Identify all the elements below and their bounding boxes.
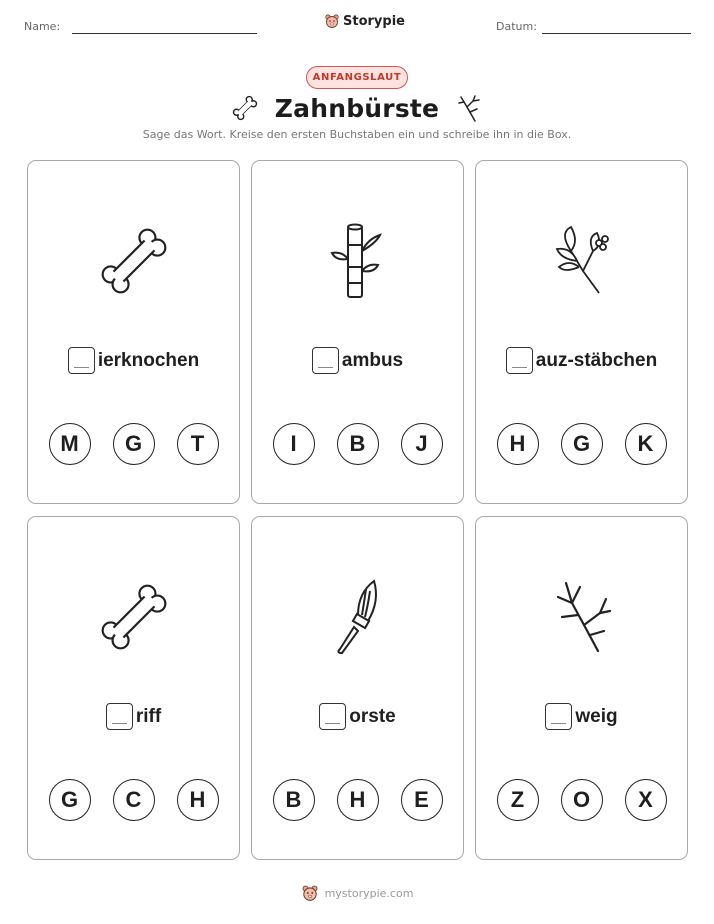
bone-icon xyxy=(84,577,184,657)
bamboo-icon xyxy=(308,221,408,301)
word-row xyxy=(28,703,239,730)
letter-choices xyxy=(252,423,463,465)
word-row xyxy=(476,703,687,730)
letter-choice[interactable]: E xyxy=(401,779,443,821)
letter-choice[interactable]: C xyxy=(113,779,155,821)
instructions: Sage das Wort. Kreise den ersten Buchstaben ein und schreibe ihn in die Box. xyxy=(142,128,572,141)
word-fragment: ierknochen xyxy=(97,349,200,371)
letter-choice[interactable]: G xyxy=(49,779,91,821)
bear-mascot-icon xyxy=(301,884,319,902)
bone-icon xyxy=(84,221,184,301)
exercise-card xyxy=(251,160,464,504)
word-fragment: riff xyxy=(135,705,162,727)
date-line[interactable] xyxy=(542,33,691,34)
exercise-card xyxy=(475,516,688,860)
answer-box[interactable] xyxy=(545,703,572,730)
brand-name: Storypie xyxy=(343,13,405,29)
letter-choice[interactable]: I xyxy=(273,423,315,465)
letter-choices xyxy=(28,423,239,465)
herb-sprig-icon xyxy=(532,221,632,301)
letter-choice[interactable]: H xyxy=(337,779,379,821)
twig-icon xyxy=(455,93,483,123)
letter-choice[interactable]: H xyxy=(177,779,219,821)
exercise-card xyxy=(27,160,240,504)
letter-choice[interactable]: T xyxy=(177,423,219,465)
word-row xyxy=(28,347,239,374)
letter-choice[interactable]: M xyxy=(49,423,91,465)
date-label: Datum: xyxy=(496,20,537,33)
letter-choice[interactable]: H xyxy=(497,423,539,465)
brush-icon xyxy=(308,577,408,657)
word-fragment: orste xyxy=(349,705,396,727)
letter-choice[interactable]: Z xyxy=(497,779,539,821)
word-row xyxy=(252,347,463,374)
exercise-card xyxy=(27,516,240,860)
name-line[interactable] xyxy=(72,33,257,34)
word-fragment: ambus xyxy=(341,349,404,371)
bear-mascot-icon xyxy=(324,13,340,29)
answer-box[interactable] xyxy=(312,347,339,374)
exercise-card xyxy=(251,516,464,860)
letter-choice[interactable]: X xyxy=(625,779,667,821)
letter-choices xyxy=(476,779,687,821)
footer xyxy=(0,884,714,902)
letter-choices xyxy=(252,779,463,821)
answer-box[interactable] xyxy=(106,703,133,730)
exercise-card xyxy=(475,160,688,504)
letter-choices xyxy=(28,779,239,821)
twig-icon xyxy=(532,577,632,657)
answer-box[interactable] xyxy=(68,347,95,374)
word-row xyxy=(476,347,687,374)
letter-choices xyxy=(476,423,687,465)
letter-choice[interactable]: B xyxy=(273,779,315,821)
answer-box[interactable] xyxy=(506,347,533,374)
word-row xyxy=(252,703,463,730)
letter-choice[interactable]: G xyxy=(561,423,603,465)
page-title: Zahnbürste xyxy=(274,93,440,123)
letter-choice[interactable]: K xyxy=(625,423,667,465)
title-row xyxy=(0,90,714,126)
name-label: Name: xyxy=(24,20,61,33)
footer-url[interactable]: mystorypie.com xyxy=(324,886,414,900)
topic-badge: ANFANGSLAUT xyxy=(306,66,408,89)
bone-icon xyxy=(231,94,259,122)
answer-box[interactable] xyxy=(319,703,346,730)
brand-logo xyxy=(324,13,405,29)
letter-choice[interactable]: O xyxy=(561,779,603,821)
word-fragment: weig xyxy=(575,705,618,727)
word-fragment: auz-stäbchen xyxy=(535,349,658,371)
letter-choice[interactable]: B xyxy=(337,423,379,465)
letter-choice[interactable]: G xyxy=(113,423,155,465)
letter-choice[interactable]: J xyxy=(401,423,443,465)
